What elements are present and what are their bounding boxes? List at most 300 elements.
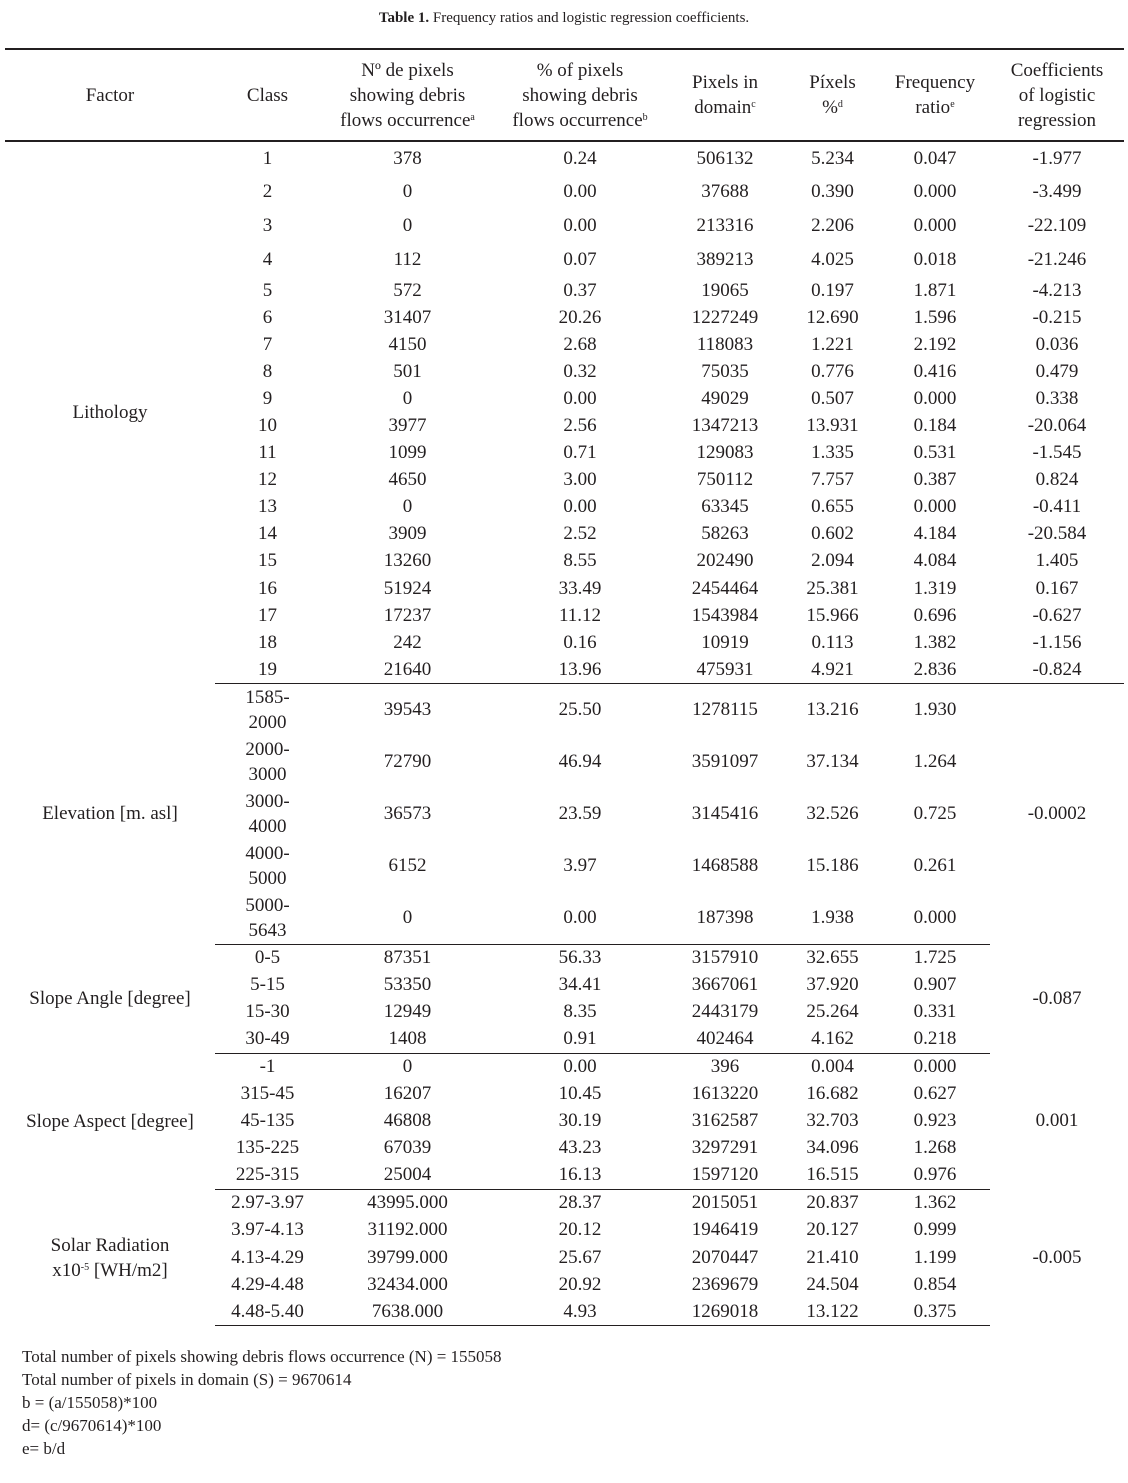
pct-pixels-cell: 13.96	[495, 656, 665, 683]
class-cell: 4.29-4.48	[231, 1273, 304, 1295]
frequency-ratio-cell: 1.268	[913, 1137, 957, 1159]
header-footnote-mark: c	[751, 99, 756, 110]
header-line: Frequency	[894, 72, 976, 93]
class-line: 3000-	[245, 790, 290, 812]
header-factor	[5, 49, 215, 141]
note-line: b = (a/155058)*100	[22, 1393, 158, 1412]
pixels-domain-cell: 19065	[701, 279, 749, 301]
pixels-domain-cell: 129083	[696, 442, 754, 464]
n-pixels-cell: 378	[393, 147, 422, 169]
frequency-ratio-cell: 2.836	[880, 656, 990, 683]
pct-pixels-cell: 0.00	[563, 1055, 597, 1077]
pct-pixels-cell: 0.00	[495, 892, 665, 944]
n-pixels-cell: 1408	[320, 1026, 495, 1053]
n-pixels-cell: 72790	[383, 750, 432, 772]
note-line: Total number of pixels in domain (S) = 9670614	[22, 1370, 352, 1389]
pixels-domain-cell: 396	[710, 1055, 740, 1077]
table-notes	[22, 1345, 502, 1460]
coefficient-cell: -0.215	[1032, 306, 1082, 328]
class-cell: 16	[258, 577, 277, 599]
n-pixels-cell: 39799.000	[367, 1246, 448, 1268]
header-footnote-mark: a	[470, 111, 475, 123]
class-cell: 1	[262, 147, 273, 169]
n-pixels-cell: 21640	[320, 656, 495, 683]
coefficient-cell: -0.824	[990, 656, 1124, 683]
n-pixels-cell: 4650	[388, 469, 427, 491]
factor-label: Elevation [m. asl]	[42, 803, 178, 825]
n-pixels-cell: 43995.000	[367, 1191, 448, 1213]
class-cell: 19	[215, 656, 320, 683]
factor-cell	[5, 141, 215, 683]
frequency-ratio-cell: 0.331	[913, 1001, 957, 1023]
pixels-domain-cell: 37688	[701, 181, 749, 202]
factor-cell	[5, 1189, 215, 1326]
pct-pixels-cell: 0.32	[563, 360, 597, 382]
coefficient-cell: -0.411	[1032, 496, 1082, 518]
header-line: regression	[1017, 109, 1097, 131]
class-cell	[215, 683, 320, 735]
coefficient-cell: -20.064	[1027, 415, 1087, 437]
class-cell: 315-45	[240, 1082, 295, 1104]
n-pixels-cell: 3909	[388, 523, 427, 545]
pixels-pct-cell: 0.004	[811, 1055, 854, 1077]
class-cell: 13	[258, 496, 277, 518]
class-cell: 4	[262, 249, 273, 270]
header-line: ratio	[915, 97, 951, 118]
pixels-pct-cell: 1.221	[811, 333, 854, 355]
class-cell: 2.97-3.97	[231, 1191, 304, 1213]
pixels-pct-cell: 2.094	[811, 550, 854, 572]
n-pixels-cell: 0	[402, 215, 413, 236]
pixels-domain-cell: 10919	[701, 631, 749, 653]
pixels-domain-cell: 1613220	[691, 1082, 759, 1104]
pixels-pct-cell: 32.703	[806, 1110, 859, 1132]
frequency-ratio-cell: 0.218	[880, 1026, 990, 1053]
pixels-pct-cell: 37.134	[806, 750, 859, 772]
coefficient-cell: -1.545	[1032, 442, 1082, 464]
coefficient-cell: 0.338	[1035, 387, 1079, 409]
pct-pixels-cell: 20.12	[558, 1219, 602, 1241]
frequency-ratio-cell: 0.907	[913, 974, 957, 996]
pixels-pct-cell: 5.234	[811, 147, 854, 169]
caption-label: Table 1.	[378, 10, 430, 26]
frequency-ratio-cell: 1.596	[913, 306, 957, 328]
pixels-domain-cell: 3145416	[691, 802, 759, 824]
frequency-ratio-cell: 0.000	[913, 215, 957, 236]
pct-pixels-cell: 25.50	[558, 698, 602, 720]
n-pixels-cell: 242	[393, 631, 422, 653]
factor-exponent: -5	[80, 1261, 90, 1273]
pct-pixels-cell: 0.00	[563, 387, 597, 409]
pixels-pct-cell: 0.113	[811, 631, 854, 653]
header-pixels-pct	[785, 49, 880, 141]
coefficient-cell: -1.977	[1032, 147, 1082, 169]
pixels-domain-cell: 3297291	[691, 1137, 759, 1159]
n-pixels-cell: 25004	[320, 1162, 495, 1189]
pixels-domain-cell: 58263	[701, 523, 749, 545]
class-cell: 12	[258, 469, 277, 491]
pixels-domain-cell: 389213	[696, 249, 754, 270]
pct-pixels-cell: 3.97	[563, 855, 597, 877]
pixels-pct-cell: 0.655	[811, 496, 854, 518]
n-pixels-cell: 6152	[388, 855, 427, 877]
pct-pixels-cell: 2.52	[563, 523, 597, 545]
header-line: Píxels	[809, 72, 856, 93]
n-pixels-cell: 39543	[383, 698, 432, 720]
pixels-pct-cell: 4.162	[785, 1026, 880, 1053]
n-pixels-cell: 13260	[383, 550, 432, 572]
pct-pixels-cell: 0.24	[563, 147, 597, 169]
header-pct-pixels-debris	[495, 49, 665, 141]
class-cell: 5-15	[250, 974, 285, 996]
class-cell: 6	[262, 306, 273, 328]
pixels-domain-cell: 187398	[665, 892, 785, 944]
header-frequency-ratio	[880, 49, 990, 141]
frequency-ratio-cell: 0.047	[913, 147, 957, 169]
frequency-ratio-cell: 0.000	[880, 892, 990, 944]
class-cell: 30-49	[215, 1026, 320, 1053]
pct-pixels-cell: 43.23	[558, 1137, 602, 1159]
coefficient-cell: -0.087	[1032, 987, 1082, 1009]
pixels-domain-cell: 475931	[665, 656, 785, 683]
class-cell: -1	[259, 1055, 276, 1077]
table-row	[5, 1053, 1124, 1080]
table-caption	[0, 10, 1128, 27]
note-line: Total number of pixels showing debris flows occurrence (N) = 155058	[22, 1347, 502, 1366]
class-cell: 10	[258, 415, 277, 437]
pixels-domain-cell: 2070447	[691, 1246, 759, 1268]
pct-pixels-cell: 28.37	[558, 1191, 602, 1213]
table-row	[5, 1189, 1124, 1216]
n-pixels-cell: 572	[393, 279, 422, 301]
class-cell: 14	[258, 523, 277, 545]
pct-pixels-cell: 30.19	[558, 1110, 602, 1132]
class-line: 5000-	[245, 895, 290, 916]
pixels-domain-cell: 3591097	[691, 750, 759, 772]
pct-pixels-cell: 25.67	[558, 1246, 602, 1268]
factor-label: Slope Angle [degree]	[29, 988, 191, 1010]
pixels-domain-cell: 2015051	[691, 1191, 759, 1213]
pixels-domain-cell: 1269018	[665, 1299, 785, 1326]
frequency-ratio-table	[5, 48, 1124, 1326]
frequency-ratio-cell: 0.531	[913, 442, 957, 464]
n-pixels-cell: 51924	[383, 577, 432, 599]
header-line: Coefficients	[1010, 59, 1104, 81]
class-cell: 4.13-4.29	[231, 1246, 304, 1268]
class-line: 2000-	[245, 738, 290, 760]
n-pixels-cell: 87351	[383, 947, 432, 969]
class-cell	[215, 892, 320, 944]
pixels-pct-cell: 0.197	[811, 279, 854, 301]
pixels-domain-cell: 1347213	[691, 415, 759, 437]
pct-pixels-cell: 0.07	[563, 249, 597, 270]
n-pixels-cell: 0	[402, 1055, 413, 1077]
pixels-domain-cell: 402464	[665, 1026, 785, 1053]
pixels-domain-cell: 2369679	[691, 1273, 759, 1295]
caption-text: Frequency ratios and logistic regression coefficients.	[429, 10, 750, 26]
coefficient-cell: 0.036	[1035, 333, 1079, 355]
coefficient-cell: -22.109	[1027, 215, 1087, 236]
frequency-ratio-cell: 1.264	[913, 750, 957, 772]
class-cell	[215, 840, 320, 892]
table-row	[5, 141, 1124, 175]
class-cell	[215, 788, 320, 840]
frequency-ratio-cell: 0.000	[913, 387, 957, 409]
class-cell: 11	[258, 442, 277, 464]
header-n-pixels-debris	[320, 49, 495, 141]
pct-pixels-cell: 0.16	[563, 631, 597, 653]
class-cell: 4.48-5.40	[215, 1299, 320, 1326]
class-cell: 18	[258, 631, 277, 653]
pct-pixels-cell: 11.12	[558, 604, 602, 626]
factor-label: Solar Radiation	[50, 1234, 170, 1256]
header-pixels-in-domain	[665, 49, 785, 141]
header-line: %	[822, 97, 838, 118]
frequency-ratio-cell: 1.362	[913, 1191, 957, 1213]
pixels-domain-cell: 3162587	[691, 1110, 759, 1132]
frequency-ratio-cell: 1.319	[913, 577, 957, 599]
pct-pixels-cell: 33.49	[558, 577, 602, 599]
n-pixels-cell: 7638.000	[320, 1299, 495, 1326]
coefficient-cell: -20.584	[1027, 523, 1087, 545]
coefficient-cell: -0.627	[1032, 604, 1082, 626]
n-pixels-cell: 4150	[388, 333, 427, 355]
class-cell: 0-5	[254, 947, 281, 969]
pixels-pct-cell: 13.122	[785, 1299, 880, 1326]
class-cell: 225-315	[215, 1162, 320, 1189]
class-line: 5000	[248, 868, 287, 890]
coefficient-cell: 0.001	[1035, 1110, 1079, 1132]
pct-pixels-cell: 0.00	[563, 496, 597, 518]
pixels-domain-cell: 2454464	[691, 577, 759, 599]
n-pixels-cell: 31192.000	[367, 1219, 448, 1241]
frequency-ratio-cell: 0.387	[913, 469, 957, 491]
frequency-ratio-cell: 0.416	[913, 360, 957, 382]
n-pixels-cell: 16207	[383, 1082, 432, 1104]
pixels-pct-cell: 1.335	[811, 442, 854, 464]
frequency-ratio-cell: 1.930	[913, 698, 957, 720]
frequency-ratio-cell: 0.923	[913, 1110, 957, 1132]
pixels-pct-cell: 32.526	[806, 802, 859, 824]
pixels-pct-cell: 4.921	[785, 656, 880, 683]
frequency-ratio-cell: 0.375	[880, 1299, 990, 1326]
frequency-ratio-cell: 0.999	[913, 1219, 957, 1241]
pct-pixels-cell: 16.13	[495, 1162, 665, 1189]
class-line: 5643	[248, 920, 287, 941]
pixels-pct-cell: 13.931	[806, 415, 859, 437]
pixels-domain-cell: 1543984	[691, 604, 759, 626]
factor-label-unit: [WH/m2]	[89, 1259, 168, 1281]
frequency-ratio-cell: 0.627	[913, 1082, 957, 1104]
frequency-ratio-cell: 0.000	[913, 496, 957, 518]
n-pixels-cell: 17237	[383, 604, 432, 626]
header-line: flows occurrence	[340, 109, 471, 131]
pct-pixels-cell: 2.56	[563, 415, 597, 437]
n-pixels-cell: 501	[393, 360, 422, 382]
coefficient-cell: -3.499	[1032, 181, 1082, 202]
header-line: flows occurrence	[512, 109, 643, 131]
class-line: 3000	[248, 763, 287, 785]
header-class	[215, 49, 320, 141]
coefficient-cell: 1.405	[1035, 550, 1079, 572]
class-cell: 2	[262, 181, 273, 202]
pixels-pct-cell: 37.920	[806, 974, 859, 996]
pixels-pct-cell: 1.938	[785, 892, 880, 944]
pct-pixels-cell: 10.45	[558, 1082, 602, 1104]
pixels-domain-cell: 63345	[701, 496, 749, 518]
n-pixels-cell: 0	[402, 387, 413, 409]
class-line: 4000	[248, 815, 287, 837]
pixels-pct-cell: 15.186	[806, 855, 859, 877]
class-cell: 8	[262, 360, 273, 382]
pixels-domain-cell: 1468588	[691, 855, 759, 877]
frequency-ratio-cell: 0.018	[913, 249, 957, 270]
n-pixels-cell: 67039	[383, 1137, 432, 1159]
header-line: showing debris	[522, 84, 638, 106]
coefficient-cell: -21.246	[1027, 249, 1087, 270]
pixels-pct-cell: 15.966	[806, 604, 859, 626]
pixels-domain-cell: 1946419	[691, 1219, 759, 1241]
class-cell: 9	[262, 387, 273, 409]
pct-pixels-cell: 4.93	[495, 1299, 665, 1326]
n-pixels-cell: 0	[402, 181, 413, 202]
frequency-ratio-cell: 0.261	[913, 855, 957, 877]
frequency-ratio-cell: 1.199	[913, 1246, 957, 1268]
frequency-ratio-cell: 0.000	[913, 181, 957, 202]
n-pixels-cell: 31407	[383, 306, 432, 328]
pixels-domain-cell: 75035	[701, 360, 749, 382]
pixels-domain-cell: 202490	[696, 550, 754, 572]
note-line: e= b/d	[22, 1439, 66, 1458]
pixels-pct-cell: 24.504	[806, 1273, 859, 1295]
coefficient-cell: 0.479	[1035, 360, 1079, 382]
factor-label: Lithology	[72, 402, 148, 424]
class-cell	[215, 736, 320, 788]
pct-pixels-cell: 2.68	[563, 333, 597, 355]
factor-label-unit: x10	[52, 1259, 81, 1281]
pixels-domain-cell: 49029	[701, 387, 749, 409]
header-line: Pixels in	[692, 72, 758, 93]
header-line: Factor	[85, 84, 135, 106]
header-line: showing debris	[349, 84, 466, 106]
pixels-pct-cell: 13.216	[806, 698, 859, 720]
class-cell: 15-30	[245, 1001, 290, 1023]
coefficient-cell: 0.824	[1035, 469, 1079, 491]
header-line: of logistic	[1018, 84, 1096, 106]
table-header-row	[5, 49, 1124, 141]
frequency-ratio-cell: 4.184	[913, 523, 957, 545]
class-cell: 17	[258, 604, 277, 626]
pct-pixels-cell: 46.94	[558, 750, 602, 772]
n-pixels-cell: 12949	[383, 1001, 432, 1023]
coefficient-cell: -0.005	[1032, 1246, 1082, 1268]
pct-pixels-cell: 0.91	[495, 1026, 665, 1053]
table-body	[5, 141, 1124, 1326]
n-pixels-cell: 3977	[388, 415, 427, 437]
class-cell: 7	[262, 333, 273, 355]
factor-label: Slope Aspect [degree]	[26, 1110, 194, 1132]
class-line: 4000-	[245, 843, 290, 865]
frequency-ratio-cell: 0.976	[880, 1162, 990, 1189]
pixels-pct-cell: 20.837	[806, 1191, 859, 1213]
pixels-domain-cell: 1597120	[665, 1162, 785, 1189]
pixels-pct-cell: 20.127	[806, 1219, 859, 1241]
pct-pixels-cell: 20.92	[558, 1273, 602, 1295]
frequency-ratio-cell: 1.725	[913, 947, 957, 969]
pixels-domain-cell: 2443179	[691, 1001, 759, 1023]
coefficient-cell: -0.0002	[1027, 803, 1087, 825]
pct-pixels-cell: 0.00	[563, 181, 597, 202]
frequency-ratio-cell: 1.382	[913, 631, 957, 653]
frequency-ratio-cell: 0.184	[913, 415, 957, 437]
n-pixels-cell: 1099	[388, 442, 427, 464]
class-cell: 3.97-4.13	[231, 1219, 304, 1241]
pct-pixels-cell: 0.00	[563, 215, 597, 236]
frequency-ratio-cell: 0.696	[913, 604, 957, 626]
pixels-pct-cell: 21.410	[806, 1246, 859, 1268]
pixels-domain-cell: 3157910	[691, 947, 759, 969]
pixels-pct-cell: 16.515	[785, 1162, 880, 1189]
pixels-domain-cell: 118083	[696, 333, 754, 355]
pixels-pct-cell: 12.690	[806, 306, 859, 328]
pct-pixels-cell: 56.33	[558, 947, 602, 969]
coefficient-cell: -1.156	[1032, 631, 1082, 653]
n-pixels-cell: 32434.000	[367, 1273, 448, 1295]
frequency-ratio-cell: 4.084	[913, 550, 957, 572]
pixels-pct-cell: 0.507	[811, 387, 854, 409]
frequency-ratio-cell: 0.000	[913, 1055, 957, 1077]
header-line: Nº de pixels	[361, 59, 454, 81]
factor-cell	[5, 683, 215, 944]
pct-pixels-cell: 23.59	[558, 802, 602, 824]
pixels-domain-cell: 3667061	[691, 974, 759, 996]
n-pixels-cell: 36573	[383, 802, 432, 824]
class-line: 1585-	[245, 686, 290, 708]
n-pixels-cell: 53350	[383, 974, 432, 996]
pixels-domain-cell: 213316	[696, 215, 754, 236]
pixels-pct-cell: 2.206	[811, 215, 854, 236]
pixels-pct-cell: 7.757	[811, 469, 854, 491]
table-row	[5, 944, 1124, 971]
pct-pixels-cell: 8.55	[563, 550, 597, 572]
header-footnote-mark: b	[642, 111, 648, 123]
class-cell: 5	[262, 279, 273, 301]
header-logistic-coefficient	[990, 49, 1124, 141]
class-cell: 135-225	[235, 1137, 300, 1159]
pct-pixels-cell: 0.71	[563, 442, 597, 464]
frequency-ratio-cell: 0.854	[913, 1273, 957, 1295]
frequency-ratio-cell: 1.871	[913, 279, 957, 301]
pct-pixels-cell: 3.00	[563, 469, 597, 491]
pixels-pct-cell: 34.096	[806, 1137, 859, 1159]
pixels-domain-cell: 506132	[696, 147, 754, 169]
n-pixels-cell: 46808	[383, 1110, 432, 1132]
factor-cell	[5, 1053, 215, 1189]
coefficient-cell: 0.167	[1035, 577, 1079, 599]
pct-pixels-cell: 0.37	[563, 279, 597, 301]
class-cell: 45-135	[240, 1110, 295, 1132]
note-line: d= (c/9670614)*100	[22, 1416, 162, 1435]
pct-pixels-cell: 34.41	[558, 974, 602, 996]
n-pixels-cell: 0	[402, 496, 413, 518]
coefficient-cell: -4.213	[1032, 279, 1082, 301]
pixels-pct-cell: 0.602	[811, 523, 854, 545]
pixels-pct-cell: 0.390	[811, 181, 854, 202]
frequency-ratio-cell: 0.725	[913, 802, 957, 824]
pixels-pct-cell: 4.025	[811, 249, 854, 270]
class-line: 2000	[248, 711, 287, 733]
header-footnote-mark: d	[837, 99, 843, 110]
